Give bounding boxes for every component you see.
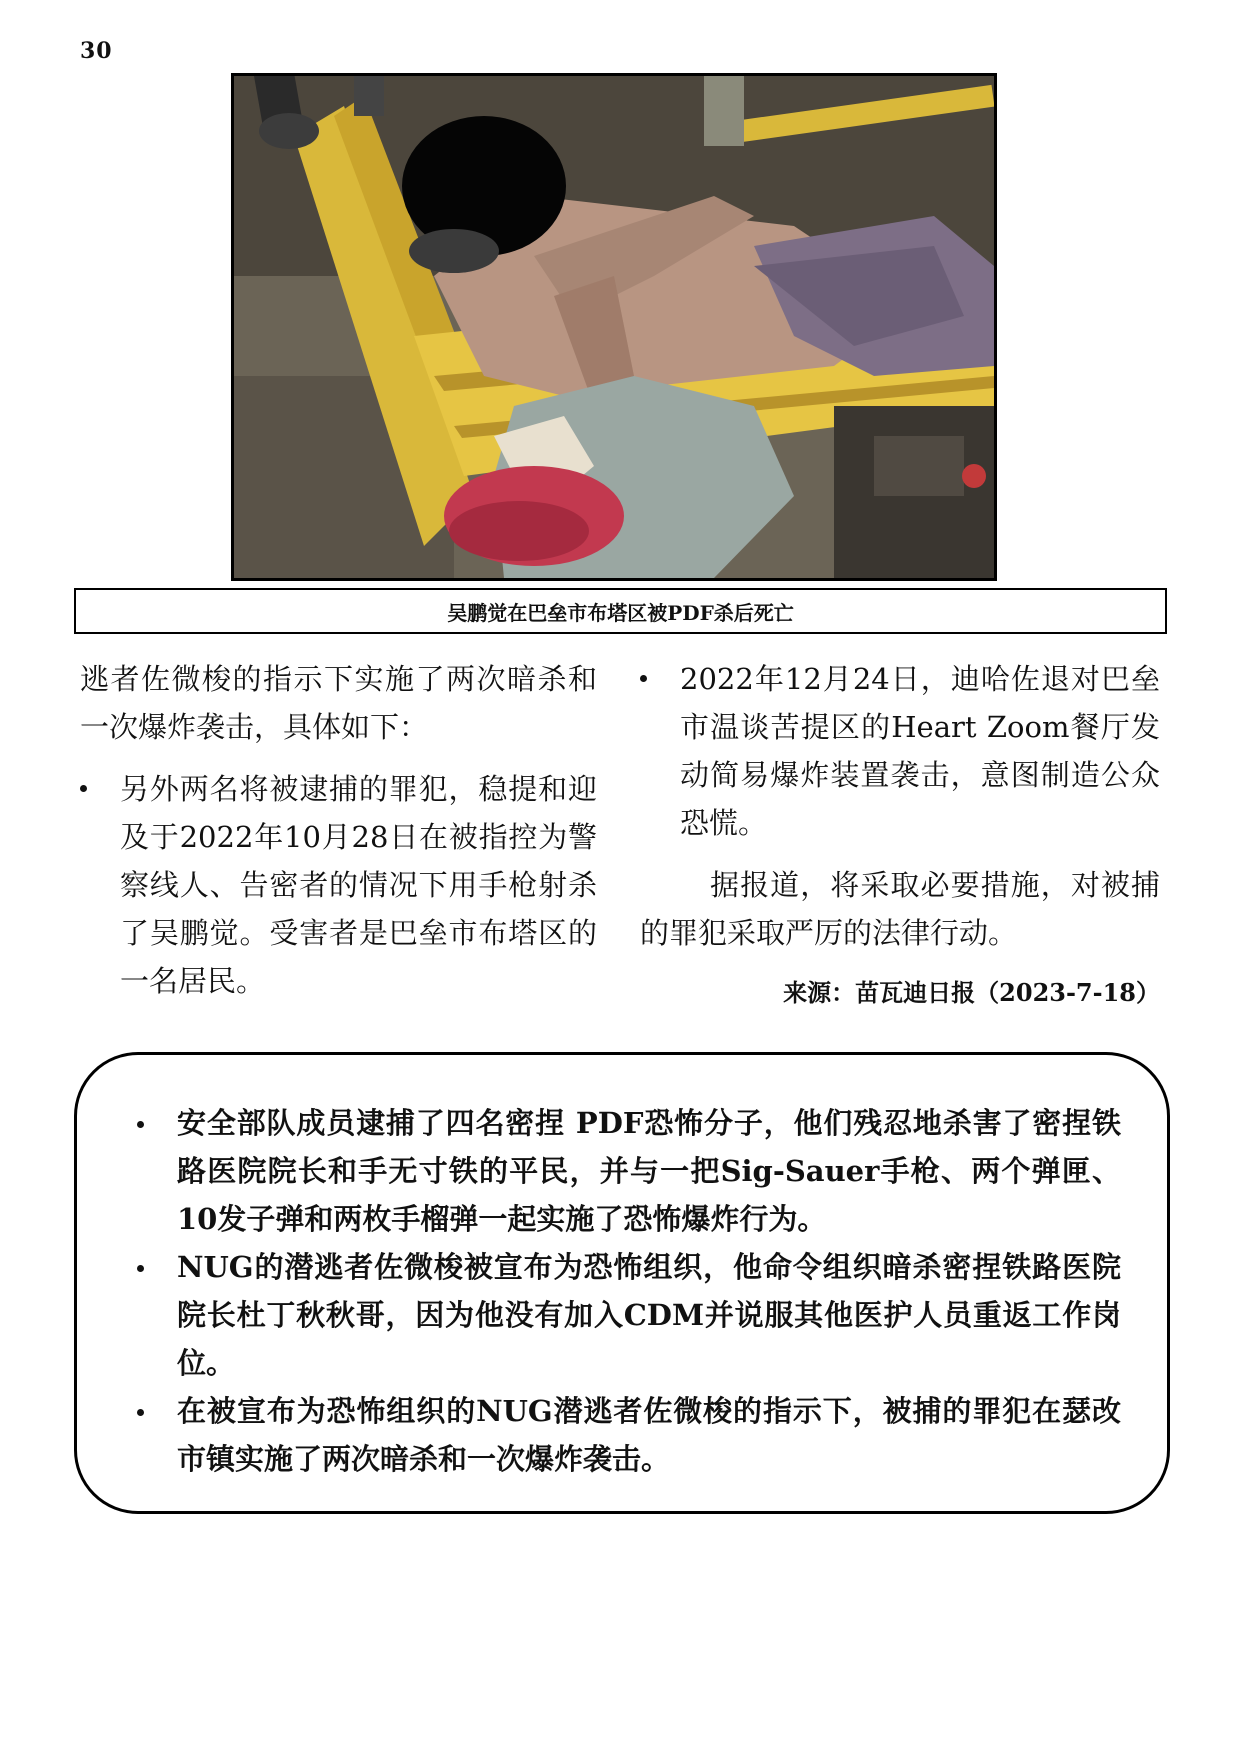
summary-item-text: 安全部队成员逮捕了四名密捏 PDF恐怖分子，他们残忍地杀害了密捏铁路医院院长和手无寸铁的平民，并与一把Sig-Sauer手枪、两个弹匣、10发子弹和两枚手榴弹一起实施了恐怖爆炸行为。 — [177, 1106, 1121, 1236]
bullet-icon — [640, 675, 647, 682]
list-item-text: 另外两名将被逮捕的罪犯，稳提和迎及于2022年10月28日在被指控为警察线人、告密者的情况下用手枪射杀了吴鹏觉。受害者是巴垒市布塔区的一名居民。 — [120, 772, 597, 998]
list-item — [80, 765, 597, 1005]
summary-item — [137, 1099, 1121, 1243]
summary-item — [137, 1243, 1121, 1387]
summary-item-text: 在被宣布为恐怖组织的NUG潜逃者佐微梭的指示下，被捕的罪犯在瑟改市镇实施了两次暗杀和一次爆炸袭击。 — [177, 1394, 1121, 1476]
bullet-icon — [137, 1409, 144, 1416]
intro-paragraph: 逃者佐微梭的指示下实施了两次暗杀和一次爆炸袭击，具体如下： — [80, 662, 597, 744]
photo-caption: 吴鹏觉在巴垒市布塔区被PDF杀后死亡 — [74, 588, 1167, 634]
right-column — [640, 655, 1160, 1013]
summary-item — [137, 1387, 1121, 1483]
source-citation: 来源：苗瓦迪日报（2023-7-18） — [783, 978, 1160, 1007]
summary-box — [74, 1052, 1170, 1514]
closing-paragraph: 据报道，将采取必要措施，对被捕的罪犯采取严厉的法律行动。 — [640, 868, 1160, 950]
photo-illustration — [234, 76, 994, 578]
list-item — [640, 655, 1160, 847]
page-number: 30 — [80, 38, 113, 64]
bullet-icon — [80, 785, 87, 792]
list-item-text: 2022年12月24日，迪哈佐退对巴垒市温谈苦提区的Heart Zoom餐厅发动简易爆炸装置袭击，意图制造公众恐慌。 — [680, 662, 1160, 840]
bullet-icon — [137, 1265, 144, 1272]
summary-item-text: NUG的潜逃者佐微梭被宣布为恐怖组织，他命令组织暗杀密捏铁路医院院长杜丁秋秋哥，因为他没有加入CDM并说服其他医护人员重返工作岗位。 — [177, 1250, 1121, 1380]
news-photo — [231, 73, 997, 581]
bullet-icon — [137, 1121, 144, 1128]
left-column — [80, 655, 597, 1005]
